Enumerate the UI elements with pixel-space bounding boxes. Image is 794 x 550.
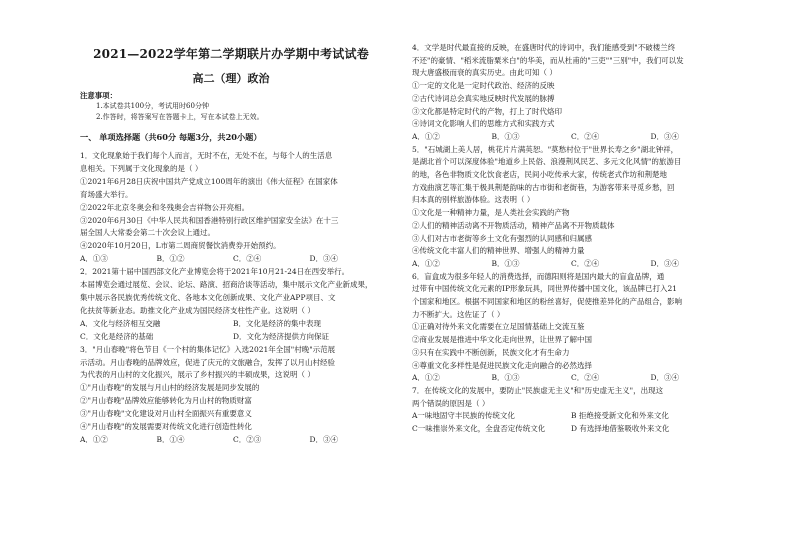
- q1-options: [80, 253, 386, 266]
- q3-option-c: C．②③: [233, 434, 262, 444]
- notes-line-2: 2.作答时，将答案写在答题卡上，写在本试卷上无效。: [96, 113, 264, 121]
- q4-line-3: 现大唐盛极而衰的真实历史。由此可知（ ）: [412, 68, 557, 78]
- q2-option-b: B．文化是经济的集中表现: [233, 318, 322, 328]
- q2-option-a: A．文化与经济相互交融: [80, 318, 161, 328]
- section-heading: 一、 单项选择题（共60分 每题3分，共20小题）: [80, 132, 262, 142]
- q4-statement-4: ④诗词文化影响人们的思维方式和实践方式: [412, 119, 555, 129]
- q6-statement-2: ②商业发展是推进中华文化走向世界，让世界了解中国: [412, 335, 592, 345]
- q2-option-c: C．文化是经济的基础: [80, 331, 154, 341]
- q5-option-c: C．②④: [571, 258, 600, 268]
- q6-option-a: A．①②: [412, 373, 440, 383]
- q3-line-2: 示活动。月山春晚的品牌效应，促进了庆元的文旅融合，发挥了以月山村经验: [80, 357, 335, 367]
- q7-options-row-2: [412, 423, 730, 436]
- q4-option-d: D．③④: [650, 131, 680, 141]
- exam-title: 2021—2022学年第二学期联片办学期中考试试卷: [93, 47, 369, 61]
- q5-option-b: B．①③: [491, 258, 520, 268]
- q4-option-a: A．①②: [412, 131, 440, 141]
- q1-statement-4: ④2020年10月20日，L市第二周商贸餐饮消费券开始预约。: [80, 241, 281, 251]
- q3-statement-4: ④"月山春晚"的发展需要对传统文化进行创造性转化: [80, 422, 252, 432]
- q7-option-d: D 有选择地借鉴吸收外来文化: [571, 424, 670, 434]
- q6-option-c: C．②④: [571, 373, 600, 383]
- right-column: [412, 42, 730, 436]
- q6-statement-1: ①正确对待外来文化需要在立足国情基础上交流互鉴: [412, 322, 585, 332]
- q7-option-b: B 拒绝接受新文化和外来文化: [571, 411, 669, 421]
- q7-options-row-1: [412, 410, 730, 423]
- q1-statement-1: ①2021年6月28日庆祝中国共产党成立100周年的演出《伟大征程》在国家体: [80, 176, 338, 186]
- q5-statement-1: ①文化是一种精神力量，是人类社会实践的产物: [412, 208, 570, 218]
- q1-stem-line-1: 1．文化现象始于我们每个人而言，无时不在，无处不在，与每个人的生活息: [80, 151, 333, 160]
- exam-subtitle: 高二（理）政治: [192, 72, 270, 85]
- q5-options: [412, 258, 730, 271]
- q3-statement-2: ②"月山春晚"品牌效应能够转化为月山村的物质财富: [80, 396, 252, 406]
- q7-option-a: A一味地固守丰民族的传统文化: [412, 411, 515, 421]
- q5-option-d: D．③④: [650, 258, 680, 268]
- q3-option-b: B．①④: [156, 434, 185, 444]
- q6-statement-3: ③只有在实践中不断创新，民族文化才有生命力: [412, 347, 570, 357]
- q7-option-c: C一味推崇外来文化，全盘否定传统文化: [412, 424, 546, 434]
- q5-statement-3: ③人们对古市老街等乡土文化有强烈的认同感和归属感: [412, 233, 592, 243]
- q3-options: [80, 434, 386, 447]
- q2-option-d: D．文化为经济提供方向保证: [233, 331, 330, 341]
- q3-option-a: A．①②: [80, 434, 108, 444]
- q7-line-2: 两个错误的原因是（ ）: [412, 398, 490, 408]
- q1-option-b: B．①②: [156, 254, 185, 264]
- q2-line-1: 2．2021第十届中国西部文化产业博览会将于2021年10月21-24日在西安举行。: [80, 267, 350, 277]
- q5-line-5: 归本真的别样旅游体验。这表明（ ）: [412, 195, 535, 205]
- q4-statement-2: ②古代诗词总会真实地反映时代发展的脉搏: [412, 93, 555, 103]
- q3-statement-1: ①"月山春晚"的发展与月山村的经济发展是同步发展的: [80, 383, 260, 393]
- notes: [80, 90, 380, 123]
- q4-option-c: C．②④: [571, 131, 600, 141]
- q1-stem-line-2: 息相关。下列属于文化现象的是（ ）: [80, 163, 203, 173]
- q5-line-4: 方戏曲演艺等汇集于极具荆楚韵味的古市街和老街巷，为游客带来寻觅乡愁，回: [412, 182, 675, 192]
- q5-option-a: A．①②: [412, 258, 440, 268]
- q6-line-4: 力不断扩大。这佐证了（ ）: [412, 309, 505, 319]
- q1-statement-3-cont: 届全国人大常委会第二十次会议上通过。: [80, 228, 215, 238]
- q1-statement-1-cont: 育场盛大举行。: [80, 189, 133, 199]
- q3-statement-3: ③"月山春晚"文化建设对月山村全面振兴有重要意义: [80, 409, 252, 419]
- q5-statement-2: ②人们的精神活动离不开物质活动，精神产品离不开物质载体: [412, 220, 615, 230]
- q6-option-d: D．③④: [650, 373, 680, 383]
- q2-options-row-1: [80, 318, 386, 331]
- q4-line-1: 4．文学是时代最直接的反映，在盛唐时代的诗词中，我们能感受到"不破楼兰终: [412, 43, 676, 52]
- q5-statement-4: ④传统文化丰富人们的精神世界、增强人的精神力量: [412, 246, 585, 256]
- q6-statement-4: ④尊重文化多样性是促进民族文化走向融合的必然选择: [412, 360, 592, 370]
- q1-option-d: D．③④: [309, 254, 339, 264]
- q2-line-3: 集中展示各民族优秀传统文化、各地本文化创新成果、文化产业APP项目、文: [80, 292, 336, 302]
- q4-statement-3: ③文化都是特定时代的产物，打上了时代烙印: [412, 106, 562, 116]
- q6-line-1: 6．盲盒成为很多年轻人的消费选择，而德阳则将是国内最大的盲盒品牌，通: [412, 271, 665, 281]
- q4-statement-1: ①一定的文化是一定时代政治、经济的反映: [412, 81, 555, 91]
- q6-option-b: B．①③: [491, 373, 520, 383]
- q4-options: [412, 131, 730, 144]
- q6-options: [412, 372, 730, 385]
- notes-line-1: 1.本试卷共100分，考试用时60分钟: [96, 102, 209, 110]
- left-column: [80, 150, 386, 447]
- q1-statement-3: ③2020年6月30日《中华人民共和国香港特别行政区维护国家安全法》在十三: [80, 215, 339, 225]
- q3-option-d: D．③④: [309, 434, 339, 444]
- q6-line-3: 个国家和地区。根据不同国家和地区的粉丝喜好，促使推差异化的产品组合，影响: [412, 297, 682, 307]
- q2-line-2: 本届博览会通过展览、会议、论坛、路演、招商洽谈等活动，集中展示文化产业新成果，: [80, 280, 373, 290]
- q3-line-3: 为代表的月山村的文化振兴，展示了乡村振兴的丰硕成果，这说明（ ）: [80, 370, 315, 380]
- q5-line-1: 5．"石城湖上美人居，桃花片片满英恕。"莫愁村位于"世界长寿之乡"湖北钟祥，: [412, 144, 679, 154]
- q3-line-1: 3．"月山春晚"将色节目《一个村的集体记忆》入选2021年全国"村晚"示范展: [80, 344, 336, 354]
- q4-option-b: B．①③: [491, 131, 520, 141]
- q1-option-a: A．①③: [80, 254, 108, 264]
- q7-line-1: 7．在传统文化的发展中，要防止"民族虚无主义"和"历史虚无主义"，出现这: [412, 385, 664, 395]
- q2-options-row-2: [80, 331, 386, 344]
- notes-title: 注意事项：: [80, 91, 117, 100]
- q5-line-2: 是湖北首个可以深度体验"地道乡上民俗、浪漫荆风民艺、多元文化风情"的旅游目: [412, 157, 682, 167]
- q6-line-2: 过带有中国传统文化元素的IP形象玩具，同世界传播中国文化，该品牌已打入21: [412, 284, 678, 294]
- q1-option-c: C．②④: [233, 254, 262, 264]
- q1-statement-2: ②2022年北京冬奥会和冬残奥会吉祥物公开亮相。: [80, 202, 250, 212]
- q5-line-3: 的地，各色非物质文化饮食老店，民间小吃传承大家，传统老式作坊和荆楚地: [412, 170, 667, 180]
- q4-line-2: 不还"的豪情、"稻米流脂粟米白"的华美，而从杜甫的"三吏""三别"中，我们可以发: [412, 55, 684, 65]
- q2-line-4: 化扶贫等新业态。助推文化产业成为国民经济支柱性产业。这说明（ ）: [80, 305, 315, 315]
